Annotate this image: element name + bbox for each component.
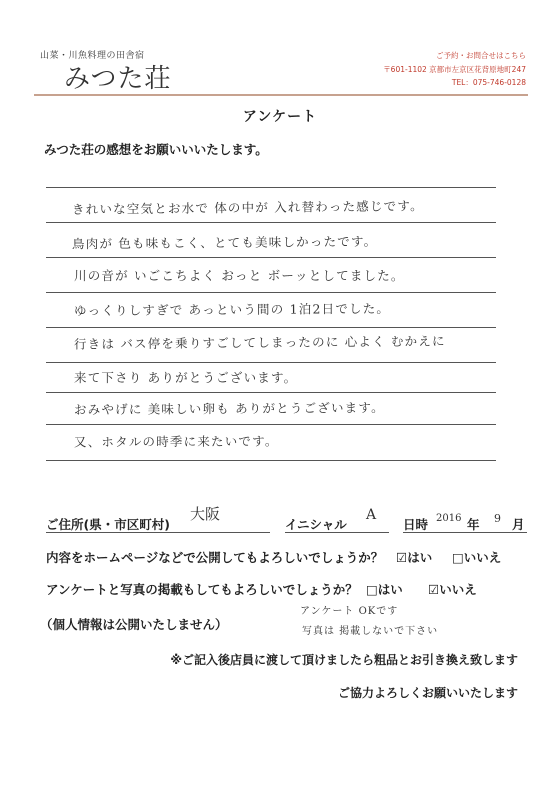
- address-value: 大阪: [190, 505, 221, 523]
- contact-label: ご予約・お問合せはこちら: [436, 51, 526, 60]
- handwritten-note-survey-ok: アンケート OKです: [300, 606, 399, 617]
- ruled-line: [46, 222, 496, 223]
- year-unit: 年: [467, 517, 480, 532]
- photo-yes-checkbox[interactable]: □はい: [366, 582, 403, 597]
- survey-prompt: みつた荘の感想をお願いいいたします。: [44, 142, 268, 157]
- date-year-value: 2016: [436, 513, 462, 524]
- ruled-line: [46, 424, 496, 425]
- photo-question: アンケートと写真の掲載もしてもよろしいでしょうか？: [46, 582, 358, 597]
- publish-no-checkbox[interactable]: □いいえ: [452, 550, 502, 565]
- initial-underline: [285, 532, 389, 533]
- contact-address: 〒601-1102 京都市左京区花背原地町247: [383, 65, 526, 74]
- ruled-line: [46, 187, 496, 188]
- date-label: 日時: [403, 517, 429, 532]
- gift-notice: ※ご記入後店員に渡して頂けましたら粗品とお引き換え致します: [170, 653, 518, 667]
- comment-line: ゆっくりしすぎで あっという間の 1泊2日でした。: [73, 300, 391, 319]
- comment-line: 行きは バス停を乗りすごしてしまったのに 心よく むかえに: [73, 333, 446, 352]
- publish-yes-checkbox[interactable]: ☑はい: [396, 550, 433, 565]
- initial-value: A: [366, 507, 377, 523]
- date-underline: [403, 532, 527, 533]
- ruled-line: [46, 392, 496, 393]
- photo-no-checkbox[interactable]: ☑いいえ: [428, 582, 477, 597]
- ruled-line: [46, 292, 496, 293]
- ruled-line: [46, 362, 496, 363]
- brand-logo-text: みつた荘: [64, 64, 172, 94]
- date-month-value: 9: [494, 512, 501, 525]
- comment-line: おみやげに 美味しい卵も ありがとうございます。: [73, 399, 385, 418]
- address-label: ご住所(県・市区町村): [46, 517, 170, 532]
- ruled-line: [46, 327, 496, 328]
- comment-line: 鳥肉が 色も味もこく、とても美味しかったです。: [71, 233, 378, 252]
- thanks-message: ご協力よろしくお願いいたします: [337, 686, 518, 700]
- ruled-line: [46, 460, 496, 461]
- comment-line: 又、ホタルの時季に来たいです。: [73, 433, 279, 450]
- brand-tagline: 山菜・川魚料理の田舎宿: [40, 51, 145, 61]
- comment-line: 川の音が いごこちよく おっと ボーッとしてました。: [74, 268, 405, 283]
- address-underline: [46, 532, 270, 533]
- handwritten-note-no-photo: 写真は 掲載しないで下さい: [302, 626, 439, 637]
- ruled-line: [46, 257, 496, 258]
- contact-tel: TEL：075-746-0128: [451, 78, 526, 87]
- month-unit: 月: [512, 517, 525, 532]
- header-divider: [34, 94, 528, 96]
- initial-label: イニシャル: [285, 517, 347, 532]
- page-title: アンケート: [242, 109, 318, 125]
- privacy-notice: （個人情報は公開いたしません）: [40, 617, 228, 632]
- comment-line: 来て下さり ありがとうございます。: [74, 370, 298, 385]
- comment-line: きれいな空気とお水で 体の中が 入れ替わった感じです。: [71, 198, 424, 217]
- publish-question: 内容をホームページなどで公開してもよろしいでしょうか？: [46, 550, 384, 565]
